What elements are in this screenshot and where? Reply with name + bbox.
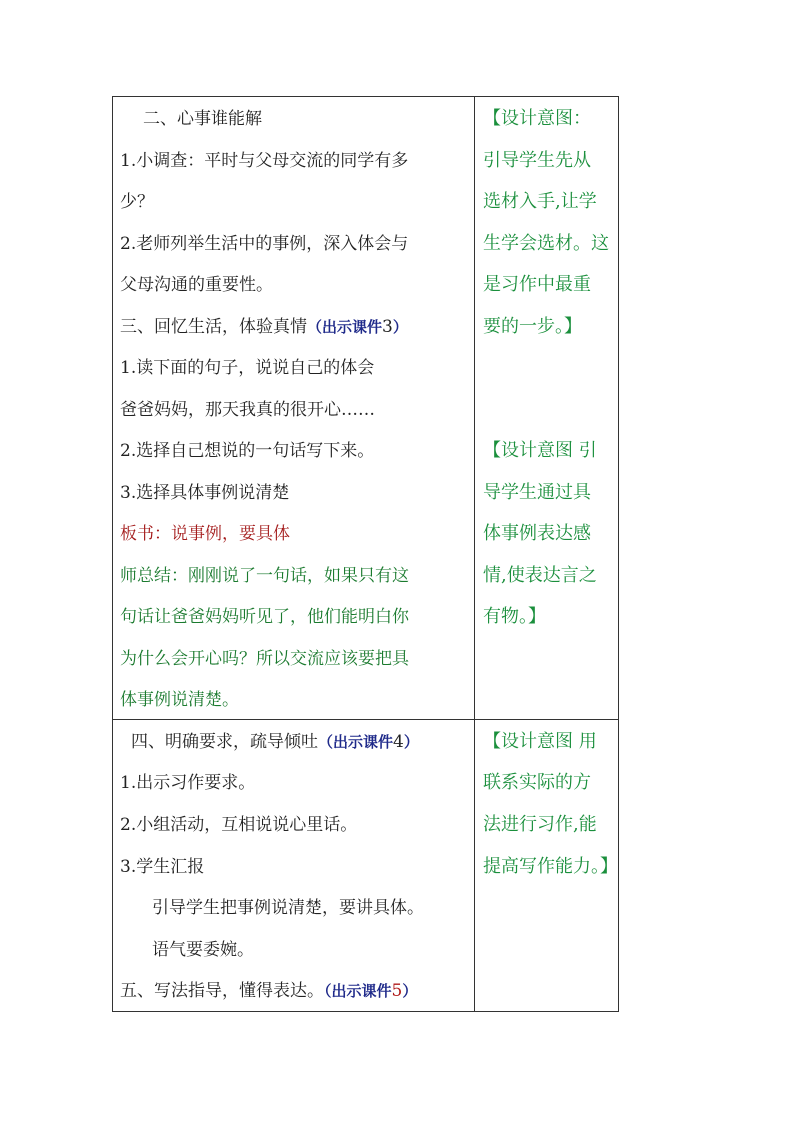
design-intent-1-line-6: 要的一步。】 xyxy=(483,316,582,337)
design-intent-3-line-1: 【设计意图 用 xyxy=(483,731,597,752)
section-five-heading xyxy=(120,980,417,1002)
section-two-heading: 二、心事谁能解 xyxy=(143,109,262,129)
design-intent-3-line-3: 法进行习作,能 xyxy=(483,814,597,835)
courseware-tag-open: （出示课件 xyxy=(318,733,394,751)
courseware-tag-close: ） xyxy=(392,318,408,336)
section-three-text: 三、回忆生活，体验真情 xyxy=(120,317,307,337)
design-intent-2-line-4: 情,使表达言之 xyxy=(483,565,597,586)
group-activity-line: 2.小组活动，互相说说心里话。 xyxy=(120,815,358,835)
design-intent-1-line-3: 选材入手,让学 xyxy=(483,191,597,212)
courseware-number: 4 xyxy=(393,732,404,752)
survey-line-2: 少？ xyxy=(120,192,154,212)
design-intent-2-line-1: 【设计意图 引 xyxy=(483,440,597,461)
design-intent-1-line-5: 是习作中最重 xyxy=(483,274,591,295)
teacher-summary-line-3: 为什么会开心吗？所以交流应该要把具 xyxy=(120,649,409,669)
teacher-summary-line-2: 句话让爸爸妈妈听见了，他们能明白你 xyxy=(120,607,409,627)
section-four-heading xyxy=(131,731,419,753)
tone-line: 语气要委婉。 xyxy=(152,940,254,960)
guide-students-line: 引导学生把事例说清楚，要讲具体。 xyxy=(152,898,424,918)
design-intent-1-line-4: 生学会选材。这 xyxy=(483,233,609,254)
courseware-tag-open: （出示课件 xyxy=(324,982,392,1000)
teacher-summary-line-1: 师总结：刚刚说了一句话，如果只有这 xyxy=(120,566,409,586)
courseware-number: 3 xyxy=(382,317,393,337)
section-three-heading xyxy=(120,316,408,338)
row-divider xyxy=(112,719,619,720)
choose-sentence-line: 2.选择自己想说的一句话写下来。 xyxy=(120,441,375,461)
specific-example-line: 3.选择具体事例说清楚 xyxy=(120,483,290,503)
section-four-text: 四、明确要求，疏导倾吐 xyxy=(131,732,318,752)
design-intent-3-line-4: 提高写作能力。】 xyxy=(483,856,618,877)
courseware-number: 5 xyxy=(391,981,403,1001)
show-requirements-line: 1.出示习作要求。 xyxy=(120,773,256,793)
design-intent-3-line-2: 联系实际的方 xyxy=(483,772,591,793)
teacher-summary-line-4: 体事例说清楚。 xyxy=(120,690,239,710)
design-intent-1-line-2: 引导学生先从 xyxy=(483,150,591,171)
column-divider xyxy=(474,96,475,1012)
student-report-line: 3.学生汇报 xyxy=(120,857,205,877)
sample-sentence: 爸爸妈妈，那天我真的很开心…… xyxy=(120,400,375,420)
teacher-examples-line-2: 父母沟通的重要性。 xyxy=(120,275,273,295)
design-intent-2-line-2: 导学生通过具 xyxy=(483,482,591,503)
courseware-tag-open: （出示课件 xyxy=(307,318,383,336)
teacher-examples-line-1: 2.老师列举生活中的事例，深入体会与 xyxy=(120,234,409,254)
blackboard-note: 板书：说事例，要具体 xyxy=(120,524,290,544)
section-five-text: 五、写法指导，懂得表达。 xyxy=(120,981,324,1001)
read-sentence-line: 1.读下面的句子，说说自己的体会 xyxy=(120,358,375,378)
design-intent-2-line-5: 有物。】 xyxy=(483,606,546,627)
courseware-tag-close: ） xyxy=(402,982,418,1000)
courseware-tag-close: ） xyxy=(403,733,419,751)
design-intent-1-line-1: 【设计意图： xyxy=(483,108,591,129)
design-intent-2-line-3: 体事例表达感 xyxy=(483,523,591,544)
survey-line-1: 1.小调查：平时与父母交流的同学有多 xyxy=(120,151,409,171)
